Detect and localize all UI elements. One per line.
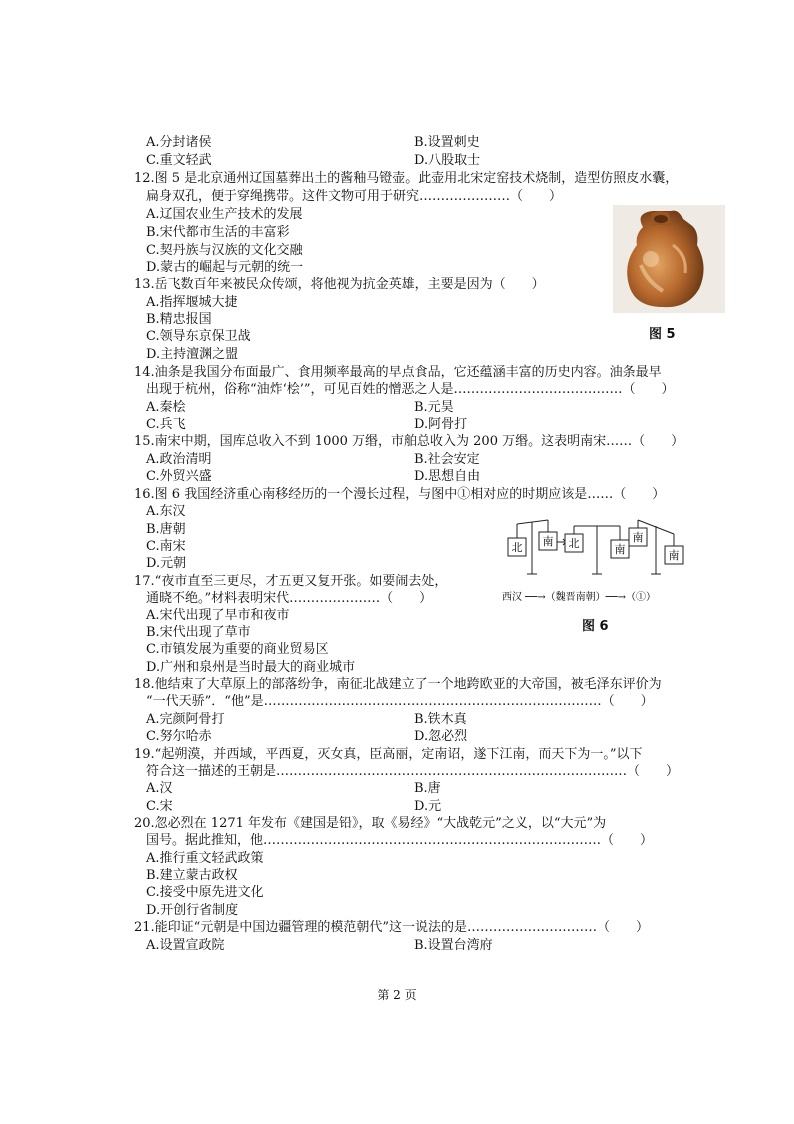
fig6-box-2: 南 [542,535,554,548]
q15-option-d: D.思想自由 [414,469,481,484]
fig6-box-4: 南 [614,543,626,556]
q13-option-d: D.主持澶渊之盟 [146,347,239,362]
q21-stem-line1: 21.能印证“元朝是中国边疆管理的模范朝代”这一说法的是…………………………（ ） [134,920,649,935]
q20-option-d: D.开创行省制度 [146,903,239,918]
q21-option-a: A.设置宣政院 [146,938,225,953]
q20-option-a: A.推行重文轻武政策 [146,851,264,866]
q16-option-a: A.东汉 [146,504,186,519]
figure-5-caption: 图 5 [649,327,676,342]
q17-option-d: D.广州和泉州是当时最大的商业城市 [146,660,356,675]
q16-option-d: D.元朝 [146,556,187,571]
q14-option-d: D.阿骨打 [414,417,468,432]
q12-option-d: D.蒙古的崛起与元朝的统一 [146,260,304,275]
q19-option-b: B.唐 [414,781,441,796]
q13-option-a: A.指挥堰城大捷 [146,295,238,310]
q12-stem-line2: 扁身双孔，便于穿绳携带。这件文物可用于研究…………………（ ） [146,189,563,204]
q14-stem-line2: 出现于杭州，俗称“油炸‘桧’”，可见百姓的憎恶之人是…………………………………（ ） [146,382,675,397]
q14-option-b: B.元昊 [414,400,454,415]
figure-6-diagram [496,518,696,610]
q17-stem-line2: 通晓不绝。”材料表明宋代…………………（ ） [146,591,433,606]
q11-option-c: C.重文轻武 [146,153,212,168]
q20-stem-line1: 20.忽必烈在 1271 年发布《建国是铅》，取《易经》“大战乾元”之义，以“大元”为 [134,816,607,831]
q17-stem-line1: 17.“夜市直至三更尽，才五更又复开张。如要闹去处， [134,574,448,589]
q15-stem-line1: 15.南宋中期，国库总收入不到 1000 万缗，市舶总收入为 200 万缗。这表明南宋……（ ） [134,434,685,449]
fig6-box-1: 北 [511,541,523,554]
q12-option-a: A.辽国农业生产技术的发展 [146,207,303,222]
q18-stem-line1: 18.他结束了大草原上的部落纷争，南征北战建立了一个地跨欧亚的大帝国，被毛泽东评价为 [134,677,662,692]
figure-5-flask-photo [613,205,725,313]
q11-option-a: A.分封诸侯 [146,135,212,150]
q16-option-c: C.南宋 [146,539,186,554]
q14-option-a: A.秦桧 [146,400,186,415]
q17-option-a: A.宋代出现了早市和夜市 [146,608,290,623]
q11-option-d: D.八股取士 [414,153,481,168]
fig6-box-6: 南 [668,549,680,562]
q14-option-c: C.兵飞 [146,417,186,432]
q20-option-b: B.建立蒙古政权 [146,868,238,883]
q18-stem-line2: “一代天骄”．“他”是……………………………………………………………………（ ） [146,694,654,709]
q11-option-b: B.设置刺史 [414,135,480,150]
q13-option-b: B.精忠报国 [146,312,212,327]
q15-option-b: B.社会安定 [414,452,480,467]
q18-option-d: D.忽必烈 [414,729,468,744]
q12-option-b: B.宋代都市生活的丰富彩 [146,225,290,240]
fig6-axis-text: 西汉 ──→（魏晋南朝）──→（①） [502,592,657,603]
q21-option-b: B.设置台湾府 [414,938,493,953]
q15-option-a: A.政治清明 [146,452,212,467]
q18-option-c: C.努尔哈赤 [146,729,212,744]
q20-stem-line2: 国号。据此推知，他……………………………………………………………………（ ） [146,833,654,848]
q19-option-d: D.元 [414,799,442,814]
q13-stem-line1: 13.岳飞数百年来被民众传颂，将他视为抗金英雄，主要是因为（ ） [134,277,545,292]
q16-option-b: B.唐朝 [146,522,186,537]
fig6-box-3: 北 [568,537,580,550]
q19-stem-line1: 19.“起朔漠，并西域，平西夏，灭女真，臣高丽，定南诏，遂下江南，而天下为一。”以下 [134,747,643,762]
q19-option-a: A.汉 [146,781,173,796]
fig6-box-5: 南 [632,531,644,544]
q16-stem-line1: 16.图 6 我国经济重心南移经历的一个漫长过程，与图中①相对应的时期应该是……（ ） [134,487,666,502]
q19-option-c: C.宋 [146,799,173,814]
page-number: 第 2 页 [377,988,417,1002]
q15-option-c: C.外贸兴盛 [146,469,212,484]
q20-option-c: C.接受中原先进文化 [146,885,264,900]
q13-option-c: C.领导东京保卫战 [146,329,251,344]
q12-option-c: C.契丹族与汉族的文化交融 [146,243,303,258]
q18-option-a: A.完颜阿骨打 [146,712,225,727]
q19-stem-line2: 符合这一描述的王朝是………………………………………………………………………（ ） [146,764,680,779]
q17-option-b: B.宋代出现了草市 [146,625,251,640]
q12-stem-line1: 12.图 5 是北京通州辽国墓葬出土的酱釉马镫壶。此壶用北宋定窑技术烧制，造型仿照皮水囊， [134,171,679,186]
q18-option-b: B.铁木真 [414,712,467,727]
figure-6-caption: 图 6 [582,619,609,634]
q14-stem-line1: 14.油条是我国分布面最广、食用频率最高的早点食品，它还蕴涵丰富的历史内容。油条最早 [134,365,662,380]
q17-option-c: C.市镇发展为重要的商业贸易区 [146,642,329,657]
